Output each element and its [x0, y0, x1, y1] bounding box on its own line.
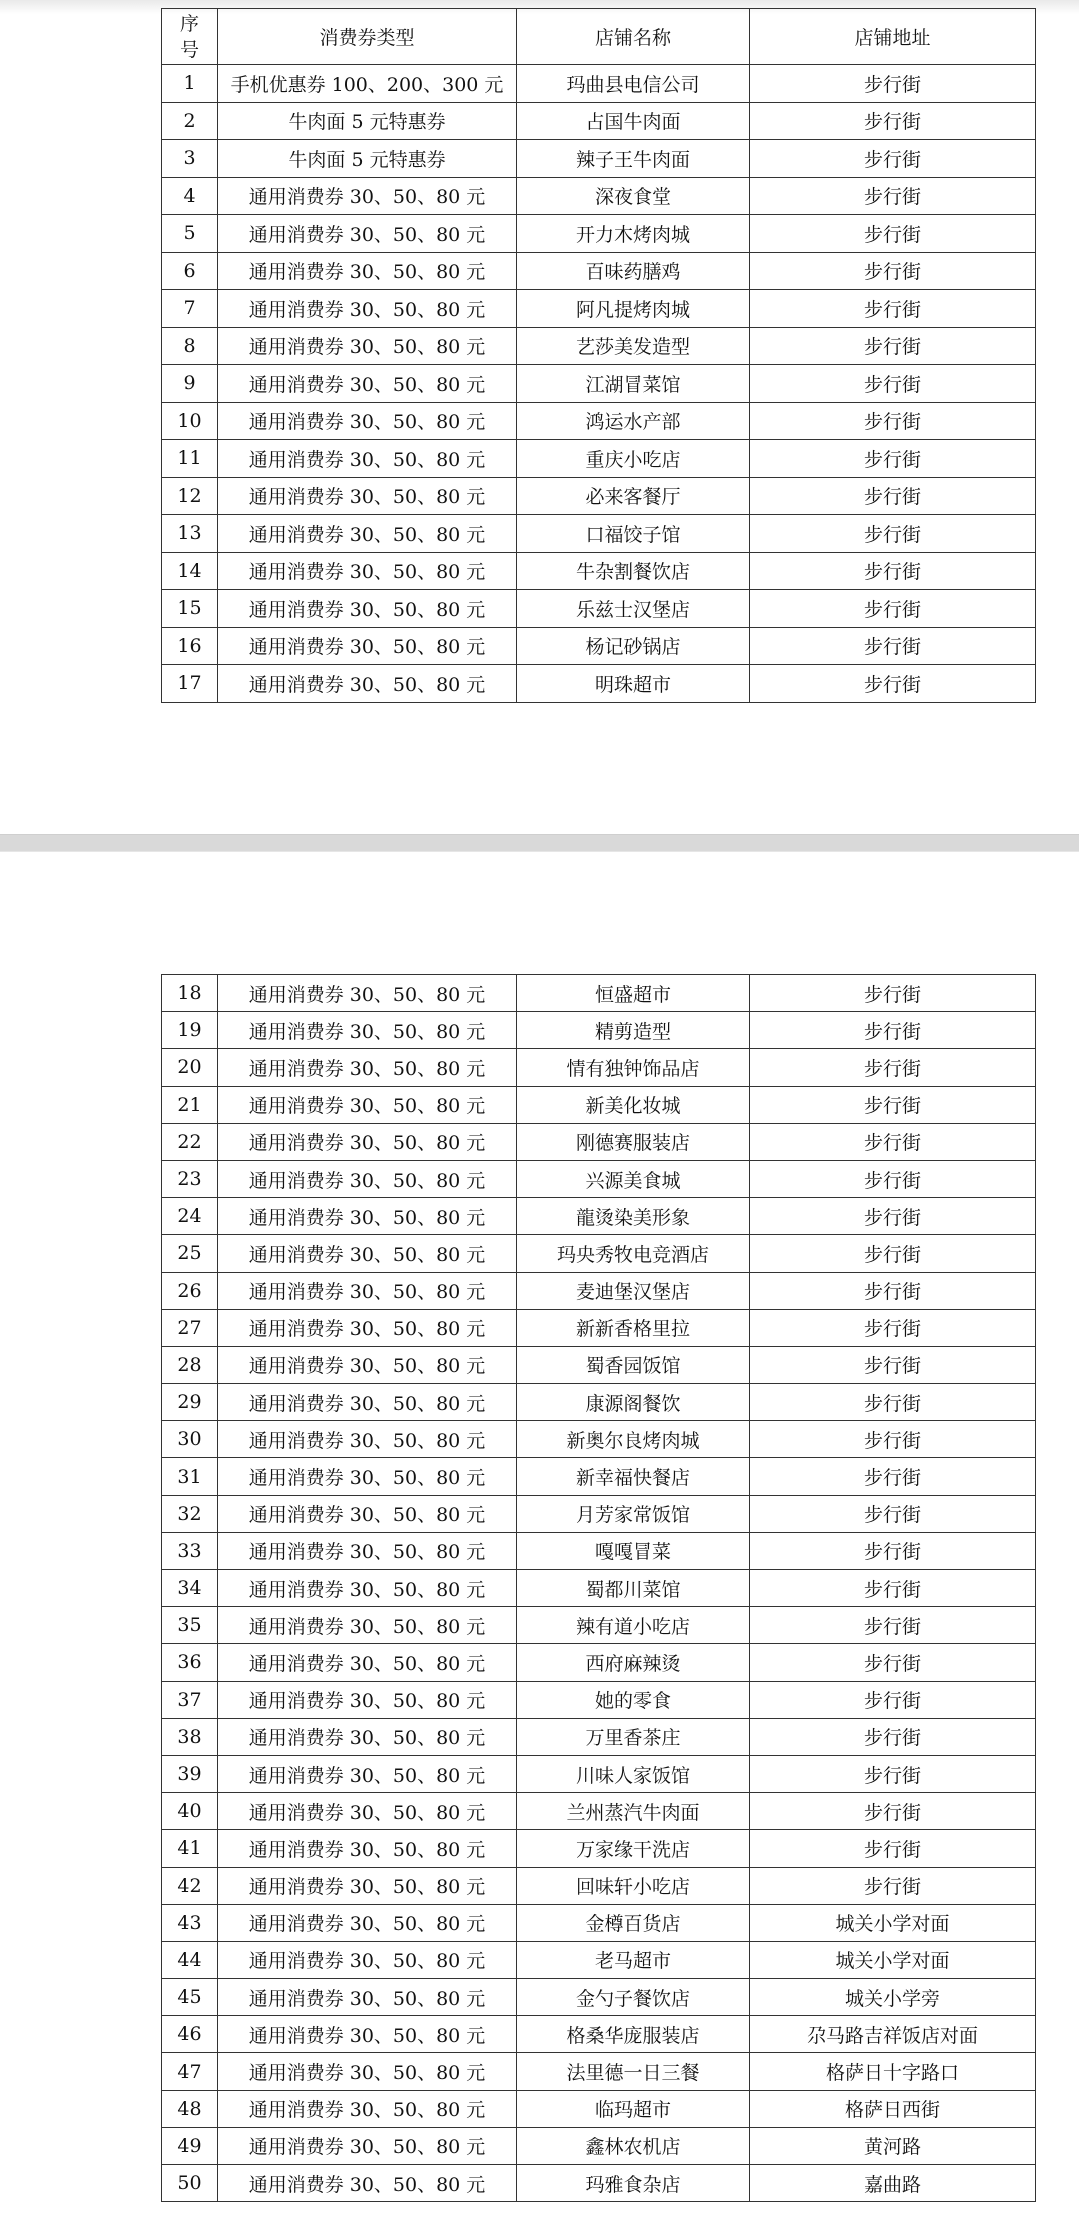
row-no-cell: 2 — [162, 102, 218, 140]
voucher-type-cell: 通用消费券 30、50、80 元 — [218, 290, 517, 328]
shop-name-cell: 占国牛肉面 — [517, 102, 750, 140]
table-row — [162, 1830, 1036, 1867]
voucher-type-cell: 通用消费券 30、50、80 元 — [218, 2016, 517, 2053]
shop-address-cell: 步行街 — [750, 477, 1036, 515]
voucher-type-cell: 通用消费券 30、50、80 元 — [218, 1830, 517, 1867]
voucher-type-cell: 通用消费券 30、50、80 元 — [218, 1532, 517, 1569]
voucher-table-page-1 — [161, 8, 1036, 703]
table-row — [162, 215, 1036, 253]
shop-name-cell: 必来客餐厅 — [517, 477, 750, 515]
row-no-cell: 32 — [162, 1495, 218, 1532]
voucher-type-cell: 通用消费券 30、50、80 元 — [218, 477, 517, 515]
shop-address-cell: 步行街 — [750, 215, 1036, 253]
shop-address-cell: 城关小学旁 — [750, 1979, 1036, 2016]
table-row — [162, 1718, 1036, 1755]
shop-address-cell: 步行街 — [750, 1123, 1036, 1160]
row-no-cell: 15 — [162, 590, 218, 628]
table-row — [162, 515, 1036, 553]
shop-address-cell: 步行街 — [750, 590, 1036, 628]
row-no-cell: 8 — [162, 327, 218, 365]
shop-address-cell: 步行街 — [750, 1384, 1036, 1421]
shop-name-cell: 新幸福快餐店 — [517, 1458, 750, 1495]
row-no-cell: 36 — [162, 1644, 218, 1681]
table-row — [162, 1793, 1036, 1830]
table-row — [162, 1309, 1036, 1346]
table-row — [162, 552, 1036, 590]
row-no-cell: 9 — [162, 365, 218, 403]
table-row — [162, 1570, 1036, 1607]
shop-name-cell: 恒盛超市 — [517, 975, 750, 1012]
voucher-type-cell: 通用消费券 30、50、80 元 — [218, 2090, 517, 2127]
table-row — [162, 290, 1036, 328]
row-no-cell: 4 — [162, 177, 218, 215]
table-row — [162, 975, 1036, 1012]
shop-name-cell: 新奥尔良烤肉城 — [517, 1421, 750, 1458]
voucher-type-cell: 通用消费券 30、50、80 元 — [218, 1718, 517, 1755]
shop-name-cell: 新美化妆城 — [517, 1086, 750, 1123]
row-no-cell: 49 — [162, 2127, 218, 2164]
voucher-type-cell: 通用消费券 30、50、80 元 — [218, 2127, 517, 2164]
voucher-type-cell: 通用消费券 30、50、80 元 — [218, 515, 517, 553]
page-break — [0, 834, 1079, 852]
row-no-cell: 30 — [162, 1421, 218, 1458]
shop-name-cell: 康源阁餐饮 — [517, 1384, 750, 1421]
shop-name-cell: 重庆小吃店 — [517, 440, 750, 478]
voucher-type-cell: 通用消费券 30、50、80 元 — [218, 177, 517, 215]
shop-name-cell: 杨记砂锅店 — [517, 627, 750, 665]
shop-address-cell: 步行街 — [750, 1086, 1036, 1123]
shop-name-cell: 玛雅食杂店 — [517, 2165, 750, 2202]
row-no-cell: 21 — [162, 1086, 218, 1123]
row-no-cell: 6 — [162, 252, 218, 290]
voucher-type-cell: 通用消费券 30、50、80 元 — [218, 1644, 517, 1681]
row-no-cell: 35 — [162, 1607, 218, 1644]
row-no-cell: 1 — [162, 65, 218, 103]
table-row — [162, 1272, 1036, 1309]
shop-name-cell: 明珠超市 — [517, 665, 750, 703]
table-row — [162, 177, 1036, 215]
row-no-cell: 50 — [162, 2165, 218, 2202]
row-no-cell: 41 — [162, 1830, 218, 1867]
voucher-type-cell: 通用消费券 30、50、80 元 — [218, 215, 517, 253]
shop-address-cell: 步行街 — [750, 102, 1036, 140]
shop-address-cell: 步行街 — [750, 1346, 1036, 1383]
voucher-type-cell: 牛肉面 5 元特惠券 — [218, 140, 517, 178]
shop-name-cell: 万里香茶庄 — [517, 1718, 750, 1755]
table-row — [162, 1458, 1036, 1495]
shop-name-cell: 老马超市 — [517, 1941, 750, 1978]
table-row — [162, 252, 1036, 290]
table-row — [162, 65, 1036, 103]
voucher-type-cell: 通用消费券 30、50、80 元 — [218, 975, 517, 1012]
row-no-cell: 39 — [162, 1755, 218, 1792]
table-row — [162, 2127, 1036, 2164]
shop-address-cell: 步行街 — [750, 1458, 1036, 1495]
row-no-cell: 26 — [162, 1272, 218, 1309]
voucher-type-cell: 通用消费券 30、50、80 元 — [218, 1941, 517, 1978]
header-voucher-type: 消费券类型 — [218, 9, 517, 65]
table-row — [162, 477, 1036, 515]
row-no-cell: 37 — [162, 1681, 218, 1718]
table-row — [162, 1123, 1036, 1160]
voucher-type-cell: 通用消费券 30、50、80 元 — [218, 1384, 517, 1421]
table-row — [162, 1049, 1036, 1086]
voucher-table-page-2 — [161, 974, 1036, 2202]
row-no-cell: 18 — [162, 975, 218, 1012]
shop-name-cell: 百味药膳鸡 — [517, 252, 750, 290]
shop-name-cell: 艺莎美发造型 — [517, 327, 750, 365]
table-row — [162, 327, 1036, 365]
shop-address-cell: 步行街 — [750, 1867, 1036, 1904]
shop-name-cell: 川味人家饭馆 — [517, 1755, 750, 1792]
row-no-cell: 28 — [162, 1346, 218, 1383]
header-shop-address: 店铺地址 — [750, 9, 1036, 65]
table-row — [162, 440, 1036, 478]
row-no-cell: 25 — [162, 1235, 218, 1272]
shop-name-cell: 回味轩小吃店 — [517, 1867, 750, 1904]
row-no-cell: 29 — [162, 1384, 218, 1421]
shop-name-cell: 辣子王牛肉面 — [517, 140, 750, 178]
voucher-type-cell: 通用消费券 30、50、80 元 — [218, 1309, 517, 1346]
shop-address-cell: 嘉曲路 — [750, 2165, 1036, 2202]
table-row — [162, 1495, 1036, 1532]
shop-address-cell: 城关小学对面 — [750, 1904, 1036, 1941]
shop-address-cell: 步行街 — [750, 327, 1036, 365]
shop-name-cell: 江湖冒菜馆 — [517, 365, 750, 403]
shop-name-cell: 玛曲县电信公司 — [517, 65, 750, 103]
table-row — [162, 2016, 1036, 2053]
voucher-type-cell: 通用消费券 30、50、80 元 — [218, 1086, 517, 1123]
shop-name-cell: 金勺子餐饮店 — [517, 1979, 750, 2016]
voucher-type-cell: 通用消费券 30、50、80 元 — [218, 1495, 517, 1532]
shop-address-cell: 黄河路 — [750, 2127, 1036, 2164]
shop-address-cell: 步行街 — [750, 975, 1036, 1012]
voucher-type-cell: 通用消费券 30、50、80 元 — [218, 2165, 517, 2202]
shop-address-cell: 步行街 — [750, 1198, 1036, 1235]
shop-name-cell: 格桑华庞服装店 — [517, 2016, 750, 2053]
voucher-type-cell: 通用消费券 30、50、80 元 — [218, 327, 517, 365]
shop-address-cell: 步行街 — [750, 1160, 1036, 1197]
shop-name-cell: 金樽百货店 — [517, 1904, 750, 1941]
voucher-type-cell: 通用消费券 30、50、80 元 — [218, 1755, 517, 1792]
shop-name-cell: 玛央秀牧电竞酒店 — [517, 1235, 750, 1272]
voucher-type-cell: 通用消费券 30、50、80 元 — [218, 252, 517, 290]
voucher-type-cell: 手机优惠券 100、200、300 元 — [218, 65, 517, 103]
row-no-cell: 19 — [162, 1012, 218, 1049]
header-no: 序号 — [162, 9, 218, 65]
voucher-type-cell: 通用消费券 30、50、80 元 — [218, 1904, 517, 1941]
row-no-cell: 31 — [162, 1458, 218, 1495]
table-row — [162, 1904, 1036, 1941]
row-no-cell: 46 — [162, 2016, 218, 2053]
row-no-cell: 24 — [162, 1198, 218, 1235]
shop-address-cell: 步行街 — [750, 252, 1036, 290]
shop-name-cell: 法里德一日三餐 — [517, 2053, 750, 2090]
voucher-type-cell: 通用消费券 30、50、80 元 — [218, 1793, 517, 1830]
shop-address-cell: 步行街 — [750, 1793, 1036, 1830]
shop-name-cell: 鸿运水产部 — [517, 402, 750, 440]
row-no-cell: 20 — [162, 1049, 218, 1086]
shop-address-cell: 步行街 — [750, 1272, 1036, 1309]
row-no-cell: 43 — [162, 1904, 218, 1941]
row-no-cell: 45 — [162, 1979, 218, 2016]
shop-name-cell: 新新香格里拉 — [517, 1309, 750, 1346]
shop-name-cell: 深夜食堂 — [517, 177, 750, 215]
voucher-type-cell: 通用消费券 30、50、80 元 — [218, 1607, 517, 1644]
row-no-cell: 38 — [162, 1718, 218, 1755]
voucher-type-cell: 通用消费券 30、50、80 元 — [218, 1421, 517, 1458]
shop-address-cell: 步行街 — [750, 515, 1036, 553]
shop-name-cell: 她的零食 — [517, 1681, 750, 1718]
shop-address-cell: 步行街 — [750, 1755, 1036, 1792]
voucher-type-cell: 通用消费券 30、50、80 元 — [218, 552, 517, 590]
table-row — [162, 590, 1036, 628]
row-no-cell: 7 — [162, 290, 218, 328]
row-no-cell: 22 — [162, 1123, 218, 1160]
row-no-cell: 44 — [162, 1941, 218, 1978]
table-row — [162, 2165, 1036, 2202]
table-row — [162, 1941, 1036, 1978]
shop-address-cell: 步行街 — [750, 440, 1036, 478]
row-no-cell: 10 — [162, 402, 218, 440]
shop-address-cell: 尕马路吉祥饭店对面 — [750, 2016, 1036, 2053]
shop-name-cell: 西府麻辣烫 — [517, 1644, 750, 1681]
shop-address-cell: 步行街 — [750, 1012, 1036, 1049]
shop-name-cell: 精剪造型 — [517, 1012, 750, 1049]
table-row — [162, 1867, 1036, 1904]
shop-address-cell: 步行街 — [750, 290, 1036, 328]
table-row — [162, 1755, 1036, 1792]
shop-name-cell: 乐兹士汉堡店 — [517, 590, 750, 628]
shop-address-cell: 步行街 — [750, 665, 1036, 703]
shop-name-cell: 口福饺子馆 — [517, 515, 750, 553]
voucher-type-cell: 通用消费券 30、50、80 元 — [218, 1272, 517, 1309]
voucher-type-cell: 通用消费券 30、50、80 元 — [218, 2053, 517, 2090]
table-row — [162, 627, 1036, 665]
voucher-type-cell: 通用消费券 30、50、80 元 — [218, 1570, 517, 1607]
row-no-cell: 23 — [162, 1160, 218, 1197]
table-row — [162, 2090, 1036, 2127]
shop-name-cell: 辣有道小吃店 — [517, 1607, 750, 1644]
row-no-cell: 16 — [162, 627, 218, 665]
table-row — [162, 1160, 1036, 1197]
row-no-cell: 13 — [162, 515, 218, 553]
shop-address-cell: 步行街 — [750, 1532, 1036, 1569]
shop-address-cell: 步行街 — [750, 1049, 1036, 1086]
row-no-cell: 33 — [162, 1532, 218, 1569]
voucher-type-cell: 牛肉面 5 元特惠券 — [218, 102, 517, 140]
table-row — [162, 1421, 1036, 1458]
shop-address-cell: 步行街 — [750, 402, 1036, 440]
voucher-type-cell: 通用消费券 30、50、80 元 — [218, 627, 517, 665]
row-no-cell: 42 — [162, 1867, 218, 1904]
shop-address-cell: 步行街 — [750, 1830, 1036, 1867]
row-no-cell: 11 — [162, 440, 218, 478]
shop-name-cell: 龍烫染美形象 — [517, 1198, 750, 1235]
table-row — [162, 1979, 1036, 2016]
table-row — [162, 1086, 1036, 1123]
voucher-type-cell: 通用消费券 30、50、80 元 — [218, 1681, 517, 1718]
shop-name-cell: 开力木烤肉城 — [517, 215, 750, 253]
shop-name-cell: 刚德赛服装店 — [517, 1123, 750, 1160]
table-row — [162, 140, 1036, 178]
row-no-cell: 34 — [162, 1570, 218, 1607]
shop-name-cell: 牛杂割餐饮店 — [517, 552, 750, 590]
voucher-type-cell: 通用消费券 30、50、80 元 — [218, 665, 517, 703]
table-row — [162, 1235, 1036, 1272]
voucher-type-cell: 通用消费券 30、50、80 元 — [218, 1235, 517, 1272]
table-row — [162, 1198, 1036, 1235]
voucher-type-cell: 通用消费券 30、50、80 元 — [218, 1458, 517, 1495]
table-row — [162, 665, 1036, 703]
voucher-type-cell: 通用消费券 30、50、80 元 — [218, 365, 517, 403]
shop-name-cell: 临玛超市 — [517, 2090, 750, 2127]
row-no-cell: 27 — [162, 1309, 218, 1346]
voucher-type-cell: 通用消费券 30、50、80 元 — [218, 1198, 517, 1235]
shop-address-cell: 步行街 — [750, 552, 1036, 590]
table-row — [162, 1384, 1036, 1421]
header-shop-name: 店铺名称 — [517, 9, 750, 65]
shop-address-cell: 步行街 — [750, 1309, 1036, 1346]
shop-address-cell: 步行街 — [750, 1644, 1036, 1681]
shop-address-cell: 步行街 — [750, 1421, 1036, 1458]
row-no-cell: 48 — [162, 2090, 218, 2127]
row-no-cell: 47 — [162, 2053, 218, 2090]
table-row — [162, 365, 1036, 403]
voucher-type-cell: 通用消费券 30、50、80 元 — [218, 1049, 517, 1086]
voucher-type-cell: 通用消费券 30、50、80 元 — [218, 440, 517, 478]
shop-name-cell: 兴源美食城 — [517, 1160, 750, 1197]
voucher-type-cell: 通用消费券 30、50、80 元 — [218, 1123, 517, 1160]
voucher-type-cell: 通用消费券 30、50、80 元 — [218, 1160, 517, 1197]
shop-address-cell: 步行街 — [750, 1235, 1036, 1272]
table-row — [162, 1346, 1036, 1383]
row-no-cell: 40 — [162, 1793, 218, 1830]
row-no-cell: 14 — [162, 552, 218, 590]
shop-name-cell: 情有独钟饰品店 — [517, 1049, 750, 1086]
table-row — [162, 1681, 1036, 1718]
table-row — [162, 2053, 1036, 2090]
shop-address-cell: 步行街 — [750, 1570, 1036, 1607]
shop-address-cell: 步行街 — [750, 177, 1036, 215]
voucher-type-cell: 通用消费券 30、50、80 元 — [218, 1867, 517, 1904]
voucher-type-cell: 通用消费券 30、50、80 元 — [218, 402, 517, 440]
shop-address-cell: 格萨日西街 — [750, 2090, 1036, 2127]
shop-name-cell: 阿凡提烤肉城 — [517, 290, 750, 328]
shop-address-cell: 步行街 — [750, 1607, 1036, 1644]
voucher-type-cell: 通用消费券 30、50、80 元 — [218, 1346, 517, 1383]
shop-address-cell: 步行街 — [750, 1495, 1036, 1532]
shop-address-cell: 步行街 — [750, 140, 1036, 178]
shop-address-cell: 格萨日十字路口 — [750, 2053, 1036, 2090]
shop-name-cell: 嘎嘎冒菜 — [517, 1532, 750, 1569]
row-no-cell: 5 — [162, 215, 218, 253]
voucher-type-cell: 通用消费券 30、50、80 元 — [218, 1979, 517, 2016]
shop-address-cell: 步行街 — [750, 65, 1036, 103]
table-row — [162, 102, 1036, 140]
table-header-row — [162, 9, 1036, 65]
table-row — [162, 1644, 1036, 1681]
shop-name-cell: 兰州蒸汽牛肉面 — [517, 1793, 750, 1830]
shop-address-cell: 步行街 — [750, 1681, 1036, 1718]
shop-name-cell: 月芳家常饭馆 — [517, 1495, 750, 1532]
table-row — [162, 1012, 1036, 1049]
table-row — [162, 402, 1036, 440]
shop-name-cell: 鑫林农机店 — [517, 2127, 750, 2164]
table-row — [162, 1532, 1036, 1569]
row-no-cell: 17 — [162, 665, 218, 703]
row-no-cell: 3 — [162, 140, 218, 178]
voucher-type-cell: 通用消费券 30、50、80 元 — [218, 590, 517, 628]
shop-address-cell: 步行街 — [750, 627, 1036, 665]
shop-name-cell: 麦迪堡汉堡店 — [517, 1272, 750, 1309]
voucher-type-cell: 通用消费券 30、50、80 元 — [218, 1012, 517, 1049]
shop-address-cell: 步行街 — [750, 1718, 1036, 1755]
shop-address-cell: 城关小学对面 — [750, 1941, 1036, 1978]
shop-address-cell: 步行街 — [750, 365, 1036, 403]
row-no-cell: 12 — [162, 477, 218, 515]
shop-name-cell: 蜀香园饭馆 — [517, 1346, 750, 1383]
shop-name-cell: 蜀都川菜馆 — [517, 1570, 750, 1607]
shop-name-cell: 万家缘干洗店 — [517, 1830, 750, 1867]
table-row — [162, 1607, 1036, 1644]
